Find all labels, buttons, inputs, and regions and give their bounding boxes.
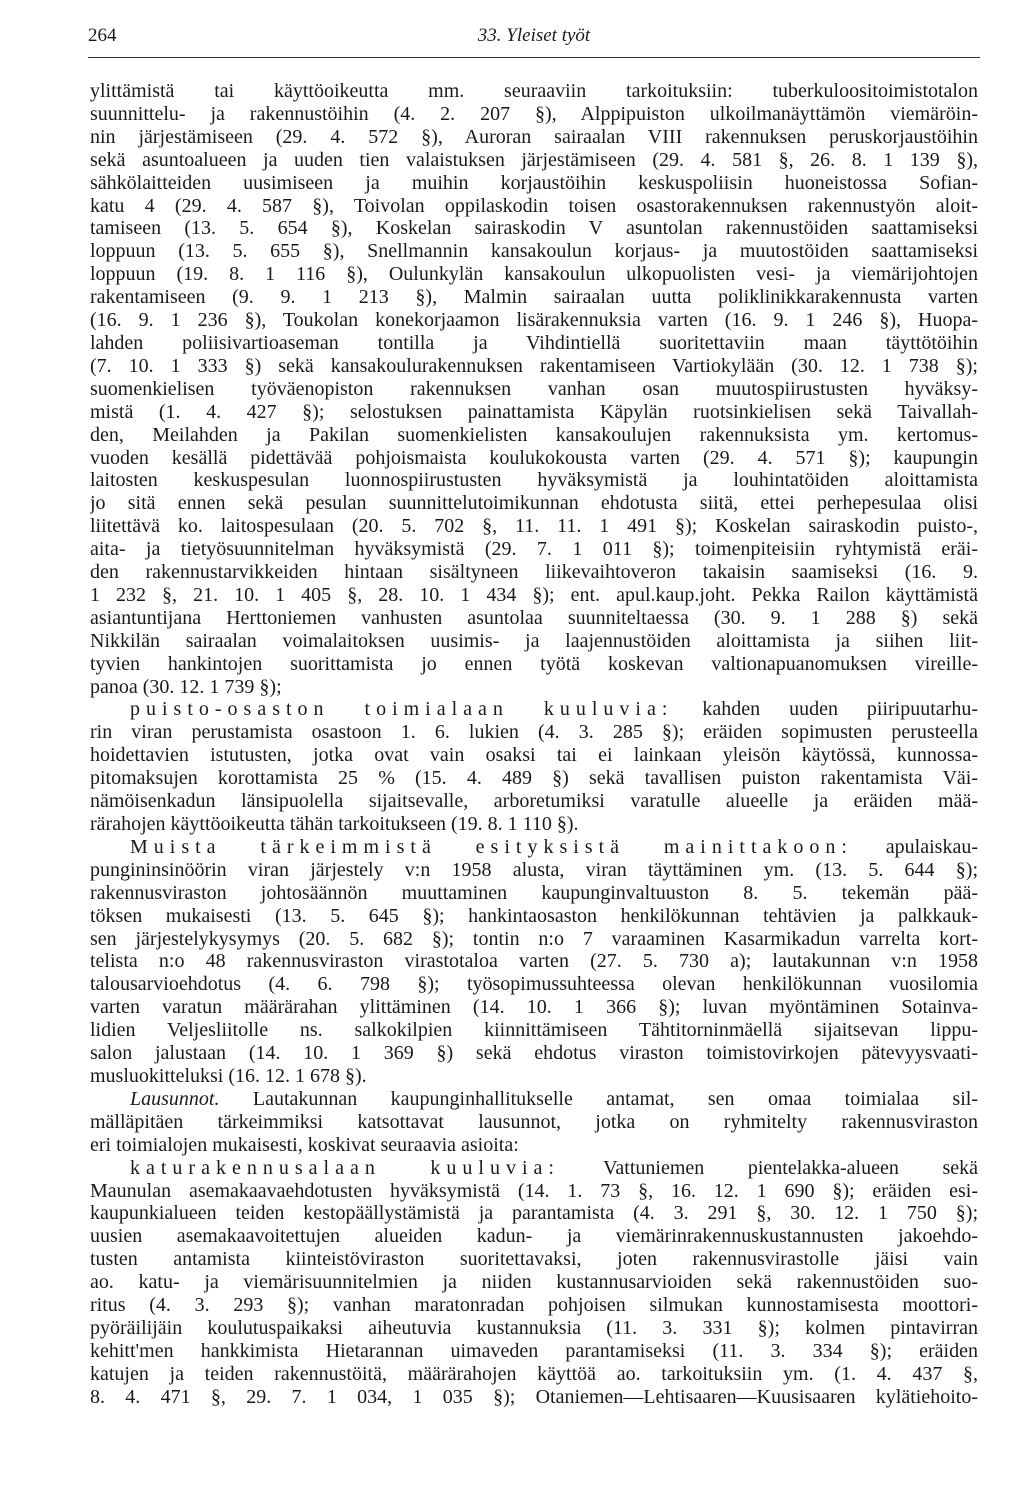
- paragraph-continuation: [90, 80, 978, 698]
- text-line: Nikkilän sairaalan voimalaitoksen uusimis- ja laajennustöiden aloittamista ja siihen liit-: [90, 629, 978, 652]
- text-line: katujen ja teiden rakennustöitä, määrärahojen käyttöä ao. tarkoituksiin ym. (1. 4. 437 §,: [90, 1362, 978, 1385]
- paragraph-lausunnot: [90, 1088, 978, 1157]
- text-line: musluokitteluksi (16. 12. 1 678 §).: [90, 1064, 367, 1087]
- body-text: [90, 80, 978, 1409]
- text-line: rin viran perustamista osastoon 1. 6. lukien (4. 3. 285 §); eräiden sopimusten perusteella: [90, 721, 978, 744]
- paragraph-muista: [90, 836, 978, 1088]
- section-lead: katurakennusalaan kuuluvia:: [130, 1156, 560, 1179]
- header-rule: [88, 57, 980, 58]
- text-line: (7. 10. 1 333 §) sekä kansakoulurakennuksen rakentamiseen Vartiokylään (30. 12. 1 738 §);: [90, 354, 978, 377]
- paragraph-first-line: [90, 1157, 978, 1180]
- text-line: lidien Veljesliitolle ns. salkokilpien kiinnittämiseen Tähtitorninmäellä sijaitsevan lippu-: [90, 1019, 978, 1042]
- text-line: hoidettavien istutusten, jotka ovat vain osaksi tai ei lainkaan yleisön käytössä, kunnossa-: [90, 744, 978, 767]
- text-line: varten varatun määrärahan ylittäminen (14. 10. 1 366 §); luvan myöntäminen Sotainva-: [90, 996, 978, 1019]
- text-line: nin järjestämiseen (29. 4. 572 §), Auroran sairaalan VIII rakennuksen peruskorjaustöihin: [90, 125, 978, 148]
- first-line-rest: apulaiskau-: [852, 835, 978, 858]
- section-lead: puisto-osaston toimialaan kuuluvia:: [130, 698, 674, 721]
- text-line: vuoden kesällä pidettävää pohjoismaista koulukokousta varten (29. 4. 571 §); kaupungin: [90, 446, 978, 469]
- text-line: talousarvioehdotus (4. 6. 798 §); työsopimussuhteessa olevan henkilökunnan vuosilomia: [90, 973, 978, 996]
- text-line: tamiseen (13. 5. 654 §), Koskelan sairaskodin V asuntolan rakennustöiden saattamiseksi: [90, 217, 978, 240]
- text-line: nämöisenkadun länsipuolella sijaitsevalle, arboretumiksi varatulle alueelle ja eräiden mää-: [90, 790, 978, 813]
- text-line: ritus (4. 3. 293 §); vanhan maratonradan pohjoisen silmukan kunnostamisesta moottori-: [90, 1294, 978, 1317]
- text-line: kehitt'men hankkimista Hietarannan uimaveden parantamiseksi (11. 3. 334 §); eräiden: [90, 1339, 978, 1362]
- text-line: ao. katu- ja viemärisuunnitelmien ja niiden kustannusarvioiden sekä rakennustöiden suo-: [90, 1271, 978, 1294]
- text-line: panoa (30. 12. 1 739 §);: [90, 675, 282, 698]
- text-line: den rakennustarvikkeiden hintaan sisältyneen liikevaihtoveron takaisin saamiseksi (16. 9.: [90, 561, 978, 584]
- text-line: mälläpitäen tärkeimmiksi katsottavat lausunnot, jotka on ryhmitelty rakennusviraston: [90, 1110, 978, 1133]
- text-line: kaupunkialueen teiden kestopäällystämistä ja parantamista (4. 3. 291 §, 30. 12. 1 750 §);: [90, 1202, 978, 1225]
- text-line: ylittämistä tai käyttöoikeutta mm. seuraaviin tarkoituksiin: tuberkuloositoimistotalon: [90, 80, 978, 102]
- text-line: sähkölaitteiden uusimiseen ja muihin korjaustöihin keskuspoliisin huoneistossa Sofian-: [90, 171, 978, 194]
- first-line-rest: Lautakunnan kaupunginhallitukselle antamat, sen omaa toimialaa sil-: [219, 1087, 978, 1110]
- text-line: liitettävä ko. laitospesulaan (20. 5. 702 §, 11. 11. 1 491 §); Koskelan sairaskodin puisto-,: [90, 515, 978, 538]
- paragraph-katu: [90, 1157, 978, 1409]
- text-line: pitomaksujen korottamista 25 % (15. 4. 489 §) sekä tavallisen puiston rakentamista Väi-: [90, 767, 978, 790]
- text-line: lahden poliisivartioaseman tontilla ja Vihdintiellä suoritettaviin maan täyttötöihin: [90, 331, 978, 354]
- first-line-rest: kahden uuden piiripuutarhu-: [673, 698, 978, 721]
- text-line: (16. 9. 1 236 §), Toukolan konekorjaamon lisärakennuksia varten (16. 9. 1 246 §), Huopa-: [90, 309, 978, 332]
- text-line: sen järjestelykysymys (20. 5. 682 §); tontin n:o 7 varaaminen Kasarmikadun varrelta kort-: [90, 927, 978, 950]
- text-line: töksen mukaisesti (13. 5. 645 §); hankintaosaston henkilökunnan tehtävien ja palkkauk-: [90, 904, 978, 927]
- section-lead: Lausunnot.: [130, 1087, 220, 1110]
- text-line: loppuun (19. 8. 1 116 §), Oulunkylän kansakoulun ulkopuolisten vesi- ja viemärijohtojen: [90, 263, 978, 286]
- text-line: eri toimialojen mukaisesti, koskivat seuraavia asioita:: [90, 1133, 519, 1156]
- text-line: jo sitä ennen sekä pesulan suunnittelutoimikunnan ehdotusta siitä, ettei perhepesulaa olisi: [90, 492, 978, 515]
- paragraph-first-line: [90, 1088, 978, 1111]
- text-line: telista n:o 48 rakennusviraston virastotaloa varten (27. 5. 730 a); lautakunnan v:n 1958: [90, 950, 978, 973]
- paragraph-first-line: [90, 698, 978, 721]
- text-line: Maunulan asemakaavaehdotusten hyväksymistä (14. 1. 73 §, 16. 12. 1 690 §); eräiden esi-: [90, 1179, 978, 1202]
- text-line: den, Meilahden ja Pakilan suomenkielisten kansakoulujen rakennuksista ym. kertomus-: [90, 423, 978, 446]
- text-line: mistä (1. 4. 427 §); selostuksen painattamista Käpylän ruotsinkielisen sekä Taivallah-: [90, 400, 978, 423]
- text-line: sekä asuntoalueen ja uuden tien valaistuksen järjestämiseen (29. 4. 581 §, 26. 8. 1 139 §),: [90, 148, 978, 171]
- text-line: 1 232 §, 21. 10. 1 405 §, 28. 10. 1 434 §); ent. apul.kaup.joht. Pekka Railon käyttämistä: [90, 583, 978, 606]
- text-line: uusien asemakaavoitettujen alueiden kadun- ja viemärinrakennuskustannusten jakoehdo-: [90, 1225, 978, 1248]
- text-line: rakennusviraston johtosäännön muuttaminen kaupunginvaltuuston 8. 5. tekemän pää-: [90, 881, 978, 904]
- text-line: loppuun (13. 5. 655 §), Snellmannin kansakoulun korjaus- ja muutostöiden saattamiseksi: [90, 240, 978, 263]
- text-line: 8. 4. 471 §, 29. 7. 1 034, 1 035 §); Otaniemen—Lehtisaaren—Kuusisaaren kylätiehoito-: [90, 1385, 978, 1408]
- text-line: pyöräilijäin koulutuspaikaksi aiheutuvia kustannuksia (11. 3. 331 §); kolmen pintavirran: [90, 1316, 978, 1339]
- text-line: suomenkielisen työväenopiston rakennuksen vanhan osan muutospiirustusten hyväksy-: [90, 377, 978, 400]
- text-line: laitosten keskuspesulan luonnospiirustusten hyväksymistä ja louhintatöiden aloittamista: [90, 469, 978, 492]
- page-header: [88, 22, 980, 50]
- running-title: 33. Yleiset työt: [477, 25, 591, 46]
- paragraph-puisto: [90, 698, 978, 835]
- text-line: rärahojen käyttöoikeutta tähän tarkoitukseen (19. 8. 1 110 §).: [90, 813, 579, 835]
- section-lead: Muista tärkeimmistä esityksistä mainittakoon:: [130, 835, 853, 858]
- first-line-rest: Vattuniemen pientelakka-alueen sekä: [559, 1156, 978, 1179]
- text-line: suunnittelu- ja rakennustöihin (4. 2. 207 §), Alppipuiston ulkoilmanäyttämön viemäröin-: [90, 102, 978, 125]
- text-line: rakentamiseen (9. 9. 1 213 §), Malmin sairaalan uutta poliklinikkarakennusta varten: [90, 286, 978, 309]
- text-line: aita- ja tietyösuunnitelman hyväksymistä (29. 7. 1 011 §); toimenpiteisiin ryhtymistä eräi-: [90, 538, 978, 561]
- page-number: 264: [88, 25, 117, 46]
- text-line: tusten antamista kiinteistöviraston suoritettavaksi, joten rakennusvirastolle jäisi vain: [90, 1248, 978, 1271]
- text-line: salon jalustaan (14. 10. 1 369 §) sekä ehdotus viraston toimistovirkojen pätevyysvaati-: [90, 1042, 978, 1065]
- text-line: pungininsinöörin viran järjestely v:n 1958 alusta, viran täyttäminen ym. (13. 5. 644 §);: [90, 858, 978, 881]
- text-line: katu 4 (29. 4. 587 §), Toivolan oppilaskodin toisen osastorakennuksen rakennustyön aloit-: [90, 194, 978, 217]
- text-line: tyvien hankintojen suorittamista jo ennen työtä koskevan valtionapuanomuksen vireille-: [90, 652, 978, 675]
- text-line: asiantuntijana Herttoniemen vanhusten asuntolaa suunniteltaessa (30. 9. 1 288 §) sekä: [90, 606, 978, 629]
- paragraph-first-line: [90, 836, 978, 859]
